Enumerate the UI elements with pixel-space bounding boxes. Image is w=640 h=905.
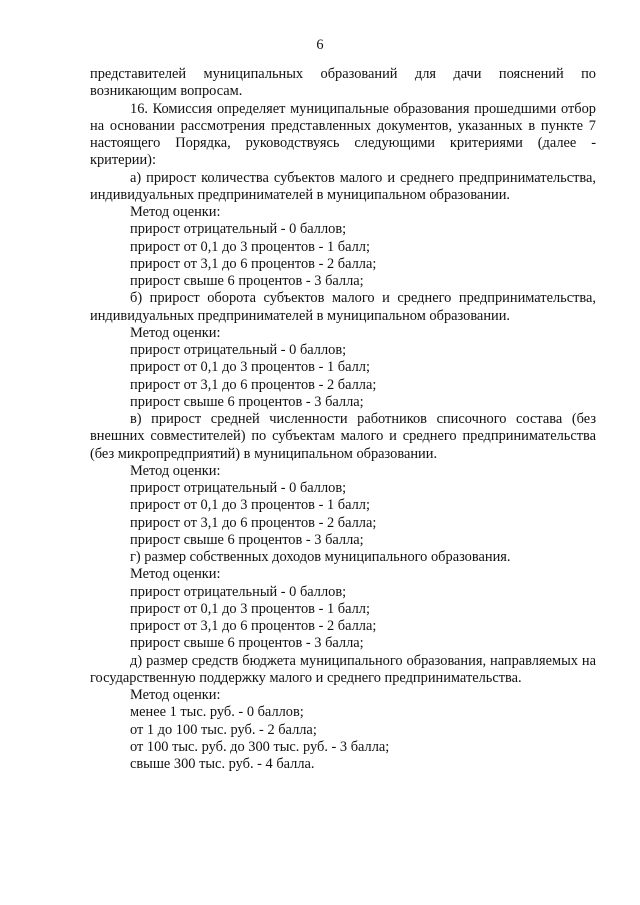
intro-paragraph: представителей муниципальных образований для дачи пояснений по возникающим вопросам.	[90, 66, 596, 100]
scale-line: прирост от 0,1 до 3 процентов - 1 балл;	[130, 359, 370, 376]
scale-line: прирост свыше 6 процентов - 3 балла;	[130, 273, 364, 289]
scale-line: прирост от 0,1 до 3 процентов - 1 балл;	[130, 497, 370, 514]
method-label: Метод оценки:	[130, 462, 221, 479]
item-16-paragraph: 16. Комиссия определяет муниципальные образования прошедшими отбор на основании рассмотрения представленных документов, указанных в пункте 7 настоящего Порядка, руководствуясь следующими критериями (далее - критерии):	[90, 100, 596, 169]
scale-line: прирост свыше 6 процентов - 3 балла;	[130, 393, 364, 410]
scale-line: прирост от 3,1 до 6 процентов - 2 балла;	[130, 514, 377, 531]
scale-line: прирост от 0,1 до 3 процентов - 1 балл;	[130, 238, 370, 255]
scale-line: прирост от 3,1 до 6 процентов - 2 балла;	[130, 618, 377, 634]
scale-line: прирост от 3,1 до 6 процентов - 2 балла;	[130, 376, 377, 393]
scale-line: прирост отрицательный - 0 баллов;	[130, 342, 347, 358]
criterion-a: а) прирост количества субъектов малого и среднего предпринимательства, индивидуальных предпринимателей в муниципальном образовании.	[90, 169, 596, 203]
method-label: Метод оценки:	[130, 566, 221, 583]
scale-line: менее 1 тыс. руб. - 0 баллов;	[130, 704, 304, 721]
document-body	[90, 66, 596, 773]
scale-line: прирост свыше 6 процентов - 3 балла;	[130, 635, 364, 652]
criterion-d: д) размер средств бюджета муниципального образования, направляемых на государственную поддержку малого и среднего предпринимательства.	[90, 652, 596, 686]
scale-line: от 100 тыс. руб. до 300 тыс. руб. - 3 балла;	[130, 738, 390, 755]
method-label: Метод оценки:	[130, 324, 221, 341]
page-number: 6	[316, 37, 324, 53]
criterion-c: в) прирост средней численности работников списочного состава (без внешних совместителей) по субъектам малого и среднего предпринимательства (без микропредприятий) в муниципальном образовании.	[90, 411, 596, 462]
scale-line: прирост свыше 6 процентов - 3 балла;	[130, 531, 364, 548]
criterion-g: г) размер собственных доходов муниципального образования.	[130, 549, 511, 565]
method-label: Метод оценки:	[130, 687, 221, 703]
scale-line: прирост отрицательный - 0 баллов;	[130, 583, 347, 600]
scale-line: прирост от 0,1 до 3 процентов - 1 балл;	[130, 600, 370, 617]
scale-line: прирост от 3,1 до 6 процентов - 2 балла;	[130, 255, 377, 272]
method-label: Метод оценки:	[130, 204, 221, 220]
scale-line: прирост отрицательный - 0 баллов;	[130, 480, 347, 496]
scale-line: свыше 300 тыс. руб. - 4 балла.	[130, 756, 315, 772]
criterion-b: б) прирост оборота субъектов малого и среднего предпринимательства, индивидуальных предпринимателей в муниципальном образовании.	[90, 290, 596, 324]
scale-line: прирост отрицательный - 0 баллов;	[130, 221, 347, 238]
scale-line: от 1 до 100 тыс. руб. - 2 балла;	[130, 721, 317, 738]
